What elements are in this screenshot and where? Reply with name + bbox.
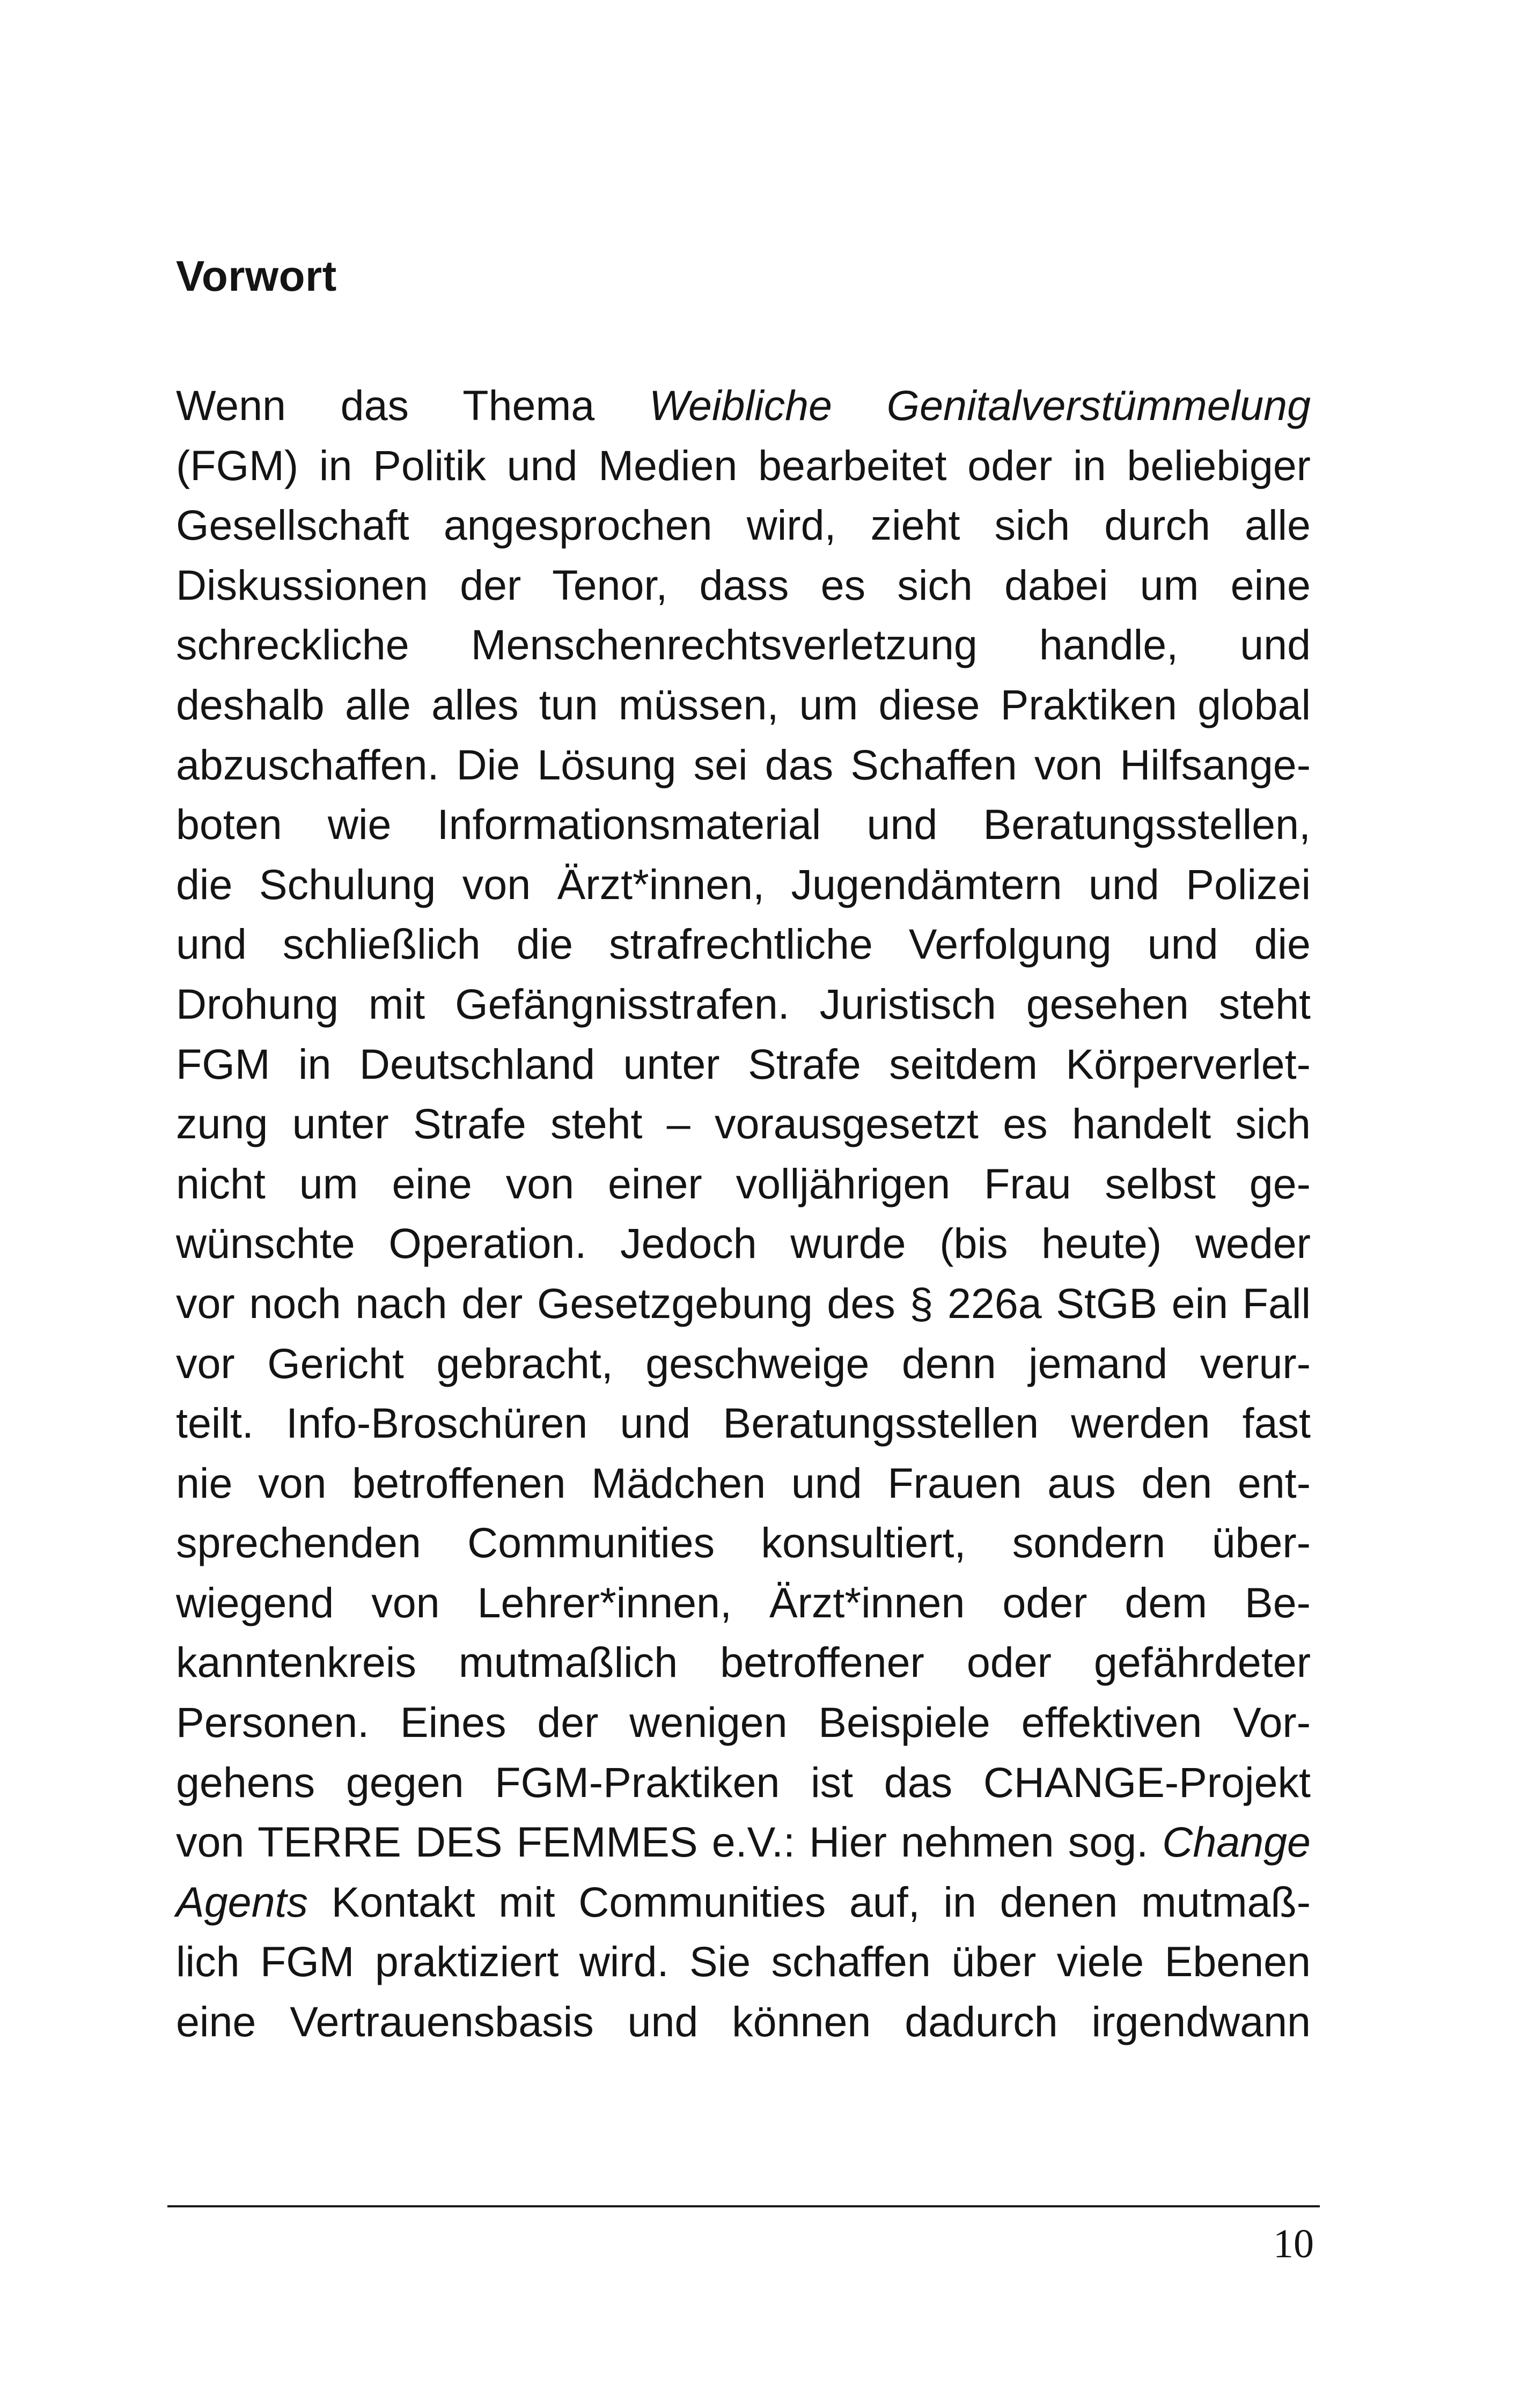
text-line xyxy=(176,1872,1311,1932)
italic-text-segment: Agents xyxy=(176,1877,308,1926)
text-segment: Gesellschaft angesprochen wird, zieht sich durch alle xyxy=(176,501,1311,549)
text-segment: boten wie Informationsmaterial und Beratungsstellen, xyxy=(176,800,1311,849)
text-line xyxy=(176,1094,1311,1154)
text-line xyxy=(176,735,1311,795)
text-segment: nie von betroffenen Mädchen und Frauen aus den ent- xyxy=(176,1459,1311,1507)
text-line xyxy=(176,1034,1311,1094)
text-segment: Personen. Eines der wenigen Beispiele effektiven Vor- xyxy=(176,1698,1311,1747)
text-line xyxy=(176,436,1311,496)
text-line xyxy=(176,794,1311,855)
text-line xyxy=(176,914,1311,974)
text-line xyxy=(176,1632,1311,1692)
text-segment: schreckliche Menschenrechtsverletzung handle, und xyxy=(176,621,1311,669)
text-segment: von TERRE DES FEMMES e.V.: Hier nehmen sog. xyxy=(176,1818,1163,1866)
text-line xyxy=(176,1154,1311,1214)
text-line xyxy=(176,1334,1311,1394)
text-line xyxy=(176,1752,1311,1813)
text-line xyxy=(176,615,1311,675)
text-segment: nicht um eine von einer volljährigen Frau selbst ge- xyxy=(176,1159,1311,1207)
page-number: 10 xyxy=(1273,2221,1314,2266)
text-line xyxy=(176,1692,1311,1752)
text-line xyxy=(176,495,1311,555)
text-segment: sprechenden Communities konsultiert, sondern über- xyxy=(176,1519,1311,1567)
text-segment: vor Gericht gebracht, geschweige denn jemand verur- xyxy=(176,1339,1311,1387)
text-segment: kanntenkreis mutmaßlich betroffener oder gefährdeter xyxy=(176,1638,1311,1687)
text-line xyxy=(176,1393,1311,1453)
text-segment: Wenn das Thema xyxy=(176,381,649,429)
text-segment: Drohung mit Gefängnisstrafen. Juristisch gesehen steht xyxy=(176,980,1311,1028)
text-line xyxy=(176,1992,1311,2052)
text-line xyxy=(176,1453,1311,1513)
text-segment: deshalb alle alles tun müssen, um diese Praktiken global xyxy=(176,680,1311,728)
text-segment: vor noch nach der Gesetzgebung des § 226a StGB ein Fall xyxy=(176,1279,1311,1327)
text-segment: Kontakt mit Communities auf, in denen mutmaß- xyxy=(307,1877,1311,1926)
page-title: Vorwort xyxy=(176,252,337,300)
text-segment: (FGM) in Politik und Medien bearbeitet oder in beliebiger xyxy=(176,441,1311,489)
text-line xyxy=(176,375,1311,436)
text-line xyxy=(176,1213,1311,1273)
text-line xyxy=(176,675,1311,735)
text-line xyxy=(176,1573,1311,1633)
text-segment: teilt. Info-Broschüren und Beratungsstellen werden fast xyxy=(176,1399,1311,1447)
text-segment: gehens gegen FGM-Praktiken ist das CHANGE-Projekt xyxy=(176,1758,1311,1806)
italic-text-segment: Weibliche Genitalverstümmelung xyxy=(649,381,1311,429)
footer-divider xyxy=(167,2205,1320,2207)
text-segment: abzuschaffen. Die Lösung sei das Schaffen von Hilfsange- xyxy=(176,740,1311,789)
text-segment: Diskussionen der Tenor, dass es sich dabei um eine xyxy=(176,561,1311,609)
text-line xyxy=(176,1812,1311,1872)
text-segment: FGM in Deutschland unter Strafe seitdem Körperverlet- xyxy=(176,1040,1311,1088)
text-segment: eine Vertrauensbasis und können dadurch irgendwann xyxy=(176,1998,1311,2046)
text-line xyxy=(176,974,1311,1034)
text-segment: und schließlich die strafrechtliche Verfolgung und die xyxy=(176,920,1311,968)
text-segment: wünschte Operation. Jedoch wurde (bis heute) weder xyxy=(176,1219,1311,1268)
text-line xyxy=(176,855,1311,915)
body-paragraph xyxy=(176,375,1311,2052)
text-line xyxy=(176,1273,1311,1334)
text-segment: zung unter Strafe steht – vorausgesetzt es handelt sich xyxy=(176,1100,1311,1148)
text-line xyxy=(176,555,1311,615)
text-line xyxy=(176,1932,1311,1992)
text-segment: die Schulung von Ärzt*innen, Jugendämtern und Polizei xyxy=(176,860,1311,908)
italic-text-segment: Change xyxy=(1162,1818,1311,1866)
text-line xyxy=(176,1513,1311,1573)
text-segment: wiegend von Lehrer*innen, Ärzt*innen oder dem Be- xyxy=(176,1578,1311,1626)
text-segment: lich FGM praktiziert wird. Sie schaffen über viele Ebenen xyxy=(176,1938,1311,1986)
